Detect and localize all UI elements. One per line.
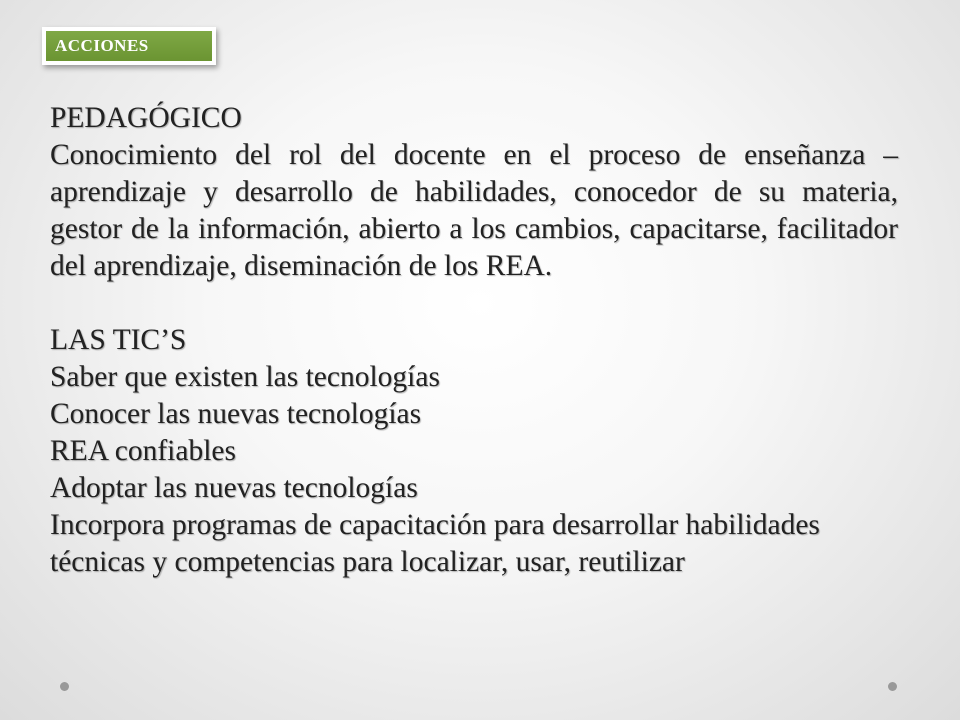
pedagogico-body: Conocimiento del rol del docente en el proceso de enseñanza – aprendizaje y desarrollo de habilidades, conocedor de su materia, gestor de la información, abierto a los cambios, capacitarse, facilitador del aprendizaje, diseminación de los REA. xyxy=(50,139,898,282)
tics-item: REA confiables xyxy=(50,435,236,467)
decorative-dot-left xyxy=(60,682,69,691)
decorative-dot-right xyxy=(888,682,897,691)
acciones-tag-label: ACCIONES xyxy=(46,31,212,61)
tics-heading: LAS TIC’S xyxy=(50,324,187,356)
tics-item: Conocer las nuevas tecnologías xyxy=(50,398,422,430)
section-spacer xyxy=(50,285,898,322)
acciones-tag xyxy=(42,27,216,65)
tics-item: Incorpora programas de capacitación para desarrollar habilidades técnicas y competencias para localizar, usar, reutilizar xyxy=(50,509,820,578)
tics-item: Adoptar las nuevas tecnologías xyxy=(50,472,418,504)
pedagogico-heading: PEDAGÓGICO xyxy=(50,102,242,134)
tics-item: Saber que existen las tecnologías xyxy=(50,361,440,393)
slide-content xyxy=(50,100,898,581)
